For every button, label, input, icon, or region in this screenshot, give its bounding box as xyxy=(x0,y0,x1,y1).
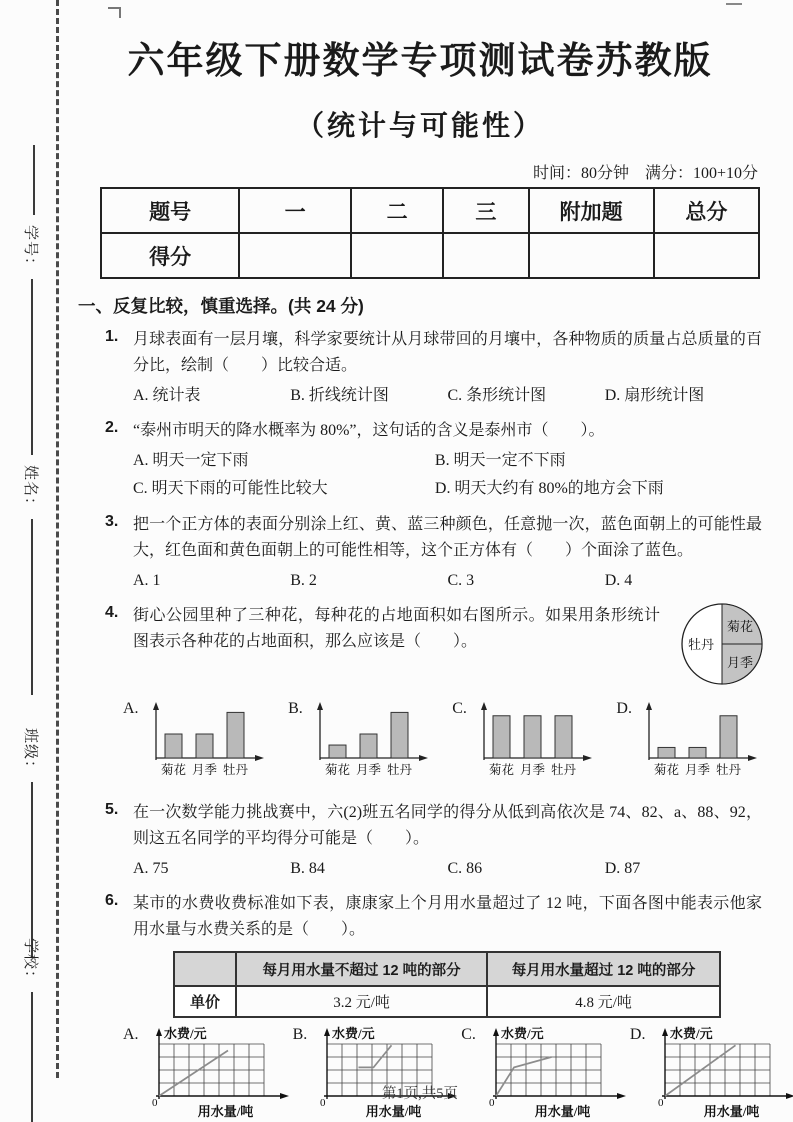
score-header-cell: 附加题 xyxy=(529,188,654,233)
student-id-field xyxy=(18,225,46,455)
blank-line xyxy=(33,145,35,215)
svg-text:水费/元: 水费/元 xyxy=(670,1026,714,1041)
option-letter: B. xyxy=(288,700,303,717)
pie-label-mudan: 牡丹 xyxy=(687,637,715,652)
blank-line xyxy=(31,279,33,455)
question-number: 2. xyxy=(105,419,119,436)
svg-text:0: 0 xyxy=(488,1097,495,1109)
option-c: C. 86 xyxy=(447,860,483,877)
option-b: B. 折线统计图 xyxy=(290,387,389,404)
svg-text:菊花: 菊花 xyxy=(324,763,350,777)
score-cell-empty xyxy=(351,233,443,278)
option-a-bar-chart xyxy=(123,698,269,791)
svg-text:牡丹: 牡丹 xyxy=(222,763,248,777)
score-table-header-row xyxy=(101,188,759,233)
class-field xyxy=(18,728,46,958)
svg-text:牡丹: 牡丹 xyxy=(715,763,741,777)
option-a: A. 统计表 xyxy=(133,387,201,404)
svg-text:水费/元: 水费/元 xyxy=(163,1026,207,1041)
svg-text:菊花: 菊花 xyxy=(653,763,679,777)
option-d: D. 明天大约有 80%的地方会下雨 xyxy=(434,480,664,497)
svg-text:月季: 月季 xyxy=(355,763,381,777)
option-letter: D. xyxy=(616,700,632,717)
svg-text:0: 0 xyxy=(658,1097,664,1109)
question-1-options xyxy=(133,383,762,409)
question-text: “泰州市明天的降水概率为 80%”，这句话的含义是泰州市（ ）。 xyxy=(133,422,605,439)
question-5 xyxy=(105,800,762,882)
unit-price-over-12: 4.8 元/吨 xyxy=(487,986,720,1017)
question-4 xyxy=(105,603,762,791)
question-text: 街心公园里种了三种花，每种花的占地面积如右图所示。如果用条形统计图表示各种花的占地面积，那么应该是（ ）。 xyxy=(133,607,660,650)
svg-text:牡丹: 牡丹 xyxy=(386,763,412,777)
option-b-bar-chart xyxy=(288,698,433,791)
question-2 xyxy=(105,418,762,503)
option-d: D. 扇形统计图 xyxy=(604,387,705,404)
blank-line xyxy=(31,519,33,695)
option-c-line-graph xyxy=(461,1024,630,1122)
score-table-value-row xyxy=(101,233,759,278)
bar-chart-svg xyxy=(141,698,269,791)
option-letter: B. xyxy=(292,1026,308,1043)
unit-price-under-12: 3.2 元/吨 xyxy=(236,986,487,1017)
option-b: B. 2 xyxy=(290,572,317,589)
question-number: 4. xyxy=(105,604,119,621)
score-header-cell: 总分 xyxy=(654,188,759,233)
question-number: 3. xyxy=(105,513,119,530)
score-row-label: 得分 xyxy=(101,233,239,278)
score-cell-empty xyxy=(239,233,351,278)
question-text: 把一个正方体的表面分别涂上红、黄、蓝三种颜色，任意抛一次，蓝色面朝上的可能性最大，红色面和黄色面朝上的可能性相等，这个正方体有（ ）个面涂了蓝色。 xyxy=(133,516,762,559)
option-letter: D. xyxy=(629,1026,646,1043)
score-cell-empty xyxy=(443,233,529,278)
flower-area-pie-chart xyxy=(670,597,774,696)
option-letter: C. xyxy=(461,1026,476,1043)
class-label: 班级： xyxy=(22,728,39,777)
fee-header-corner xyxy=(174,952,236,986)
svg-text:用水量/吨: 用水量/吨 xyxy=(704,1104,760,1119)
score-cell-empty xyxy=(654,233,759,278)
score-header-cell: 一 xyxy=(239,188,351,233)
option-b: B. 明天一定不下雨 xyxy=(434,452,566,469)
option-c: C. 条形统计图 xyxy=(447,387,547,404)
student-name-field xyxy=(18,465,46,695)
question-3 xyxy=(105,512,762,594)
question-number: 5. xyxy=(105,801,119,818)
fee-table-value-row xyxy=(174,986,720,1017)
pie-label-yueji: 月季 xyxy=(726,655,754,670)
svg-text:月季: 月季 xyxy=(519,763,545,777)
option-c: C. 3 xyxy=(447,572,475,589)
option-d-line-graph xyxy=(630,1024,793,1122)
option-d-bar-chart xyxy=(616,698,762,791)
option-c-bar-chart xyxy=(452,698,597,791)
page-title: 六年级下册数学专项测试卷苏教版 xyxy=(127,41,713,82)
question-number: 6. xyxy=(105,892,119,909)
question-6-option-graphs xyxy=(123,1024,762,1122)
blank-line xyxy=(31,992,33,1122)
question-3-options xyxy=(133,568,762,594)
question-4-option-charts xyxy=(123,698,762,791)
option-a: A. 1 xyxy=(133,572,161,589)
line-graph-svg xyxy=(647,1024,793,1122)
question-text: 月球表面有一层月壤，科学家要统计从月球带回的月壤中，各种物质的质量占总质量的百分比，绘制（ ）比较合适。 xyxy=(133,331,762,374)
score-table xyxy=(100,187,760,279)
svg-text:水费/元: 水费/元 xyxy=(500,1026,544,1041)
bar-chart-svg xyxy=(305,698,433,791)
school-field xyxy=(18,938,46,1122)
svg-text:水费/元: 水费/元 xyxy=(332,1026,375,1041)
score-header-cell: 三 xyxy=(443,188,529,233)
option-b: B. 84 xyxy=(290,860,325,877)
question-text: 在一次数学能力挑战赛中，六(2)班五名同学的得分从低到高依次是 74、82、a、88、92，则这五名同学的平均得分可能是（ ）。 xyxy=(133,804,762,847)
option-letter: A. xyxy=(123,1026,139,1043)
line-graph-svg xyxy=(141,1024,293,1122)
line-graph-svg xyxy=(309,1024,461,1122)
option-a-line-graph xyxy=(123,1024,293,1122)
question-2-options xyxy=(133,447,762,503)
page-subtitle: （统计与可能性） xyxy=(295,111,544,142)
svg-text:菊花: 菊花 xyxy=(488,763,514,777)
unit-price-label: 单价 xyxy=(174,986,236,1017)
option-b-line-graph xyxy=(293,1024,462,1122)
option-a: A. 75 xyxy=(133,860,169,877)
question-number: 1. xyxy=(105,328,119,345)
svg-text:月季: 月季 xyxy=(684,763,710,777)
score-header-cell: 二 xyxy=(351,188,443,233)
blank-line xyxy=(31,782,33,958)
cut-dashed-line xyxy=(56,0,59,1078)
question-1 xyxy=(105,327,762,409)
option-letter: A. xyxy=(123,700,139,717)
svg-text:用水量/吨: 用水量/吨 xyxy=(197,1104,253,1119)
option-letter: C. xyxy=(452,700,467,717)
pie-chart-svg xyxy=(670,597,774,691)
question-5-options xyxy=(133,856,762,882)
water-fee-table xyxy=(173,951,721,1018)
time-and-score-info: 时间：80分钟 满分：100+10分 xyxy=(532,165,758,182)
fee-header-under-12: 每月用水量不超过 12 吨的部分 xyxy=(236,952,487,986)
student-id-label: 学号： xyxy=(22,225,39,274)
option-a: A. 明天一定下雨 xyxy=(133,452,249,469)
bar-chart-svg xyxy=(634,698,762,791)
page-number-footer: 第1页,共5页 xyxy=(381,1086,459,1102)
paper-body xyxy=(78,0,762,1122)
svg-text:牡丹: 牡丹 xyxy=(550,763,576,777)
school-label: 学校： xyxy=(22,938,39,987)
option-d: D. 87 xyxy=(604,860,641,877)
section-one-heading: 一、反复比较，慎重选择。(共 24 分) xyxy=(78,296,364,316)
bar-chart-svg xyxy=(469,698,597,791)
svg-text:月季: 月季 xyxy=(191,763,217,777)
fee-table-header-row xyxy=(174,952,720,986)
svg-text:用水量/吨: 用水量/吨 xyxy=(365,1104,422,1119)
fee-header-over-12: 每月用水量超过 12 吨的部分 xyxy=(487,952,720,986)
option-d: D. 4 xyxy=(604,572,633,589)
line-graph-svg xyxy=(478,1024,630,1122)
score-cell-empty xyxy=(529,233,654,278)
question-text: 某市的水费收费标准如下表，康康家上个月用水量超过了 12 吨，下面各图中能表示他家用水量与水费关系的是（ ）。 xyxy=(133,895,762,938)
pie-label-juhua: 菊花 xyxy=(726,619,754,634)
svg-text:菊花: 菊花 xyxy=(160,763,186,777)
seal-line-sidebar xyxy=(0,0,76,1122)
svg-text:用水量/吨: 用水量/吨 xyxy=(534,1104,591,1119)
svg-text:0: 0 xyxy=(320,1097,326,1109)
student-name-label: 姓名： xyxy=(22,465,39,514)
score-header-cell: 题号 xyxy=(101,188,239,233)
option-c: C. 明天下雨的可能性比较大 xyxy=(133,480,328,497)
svg-text:0: 0 xyxy=(151,1097,158,1109)
